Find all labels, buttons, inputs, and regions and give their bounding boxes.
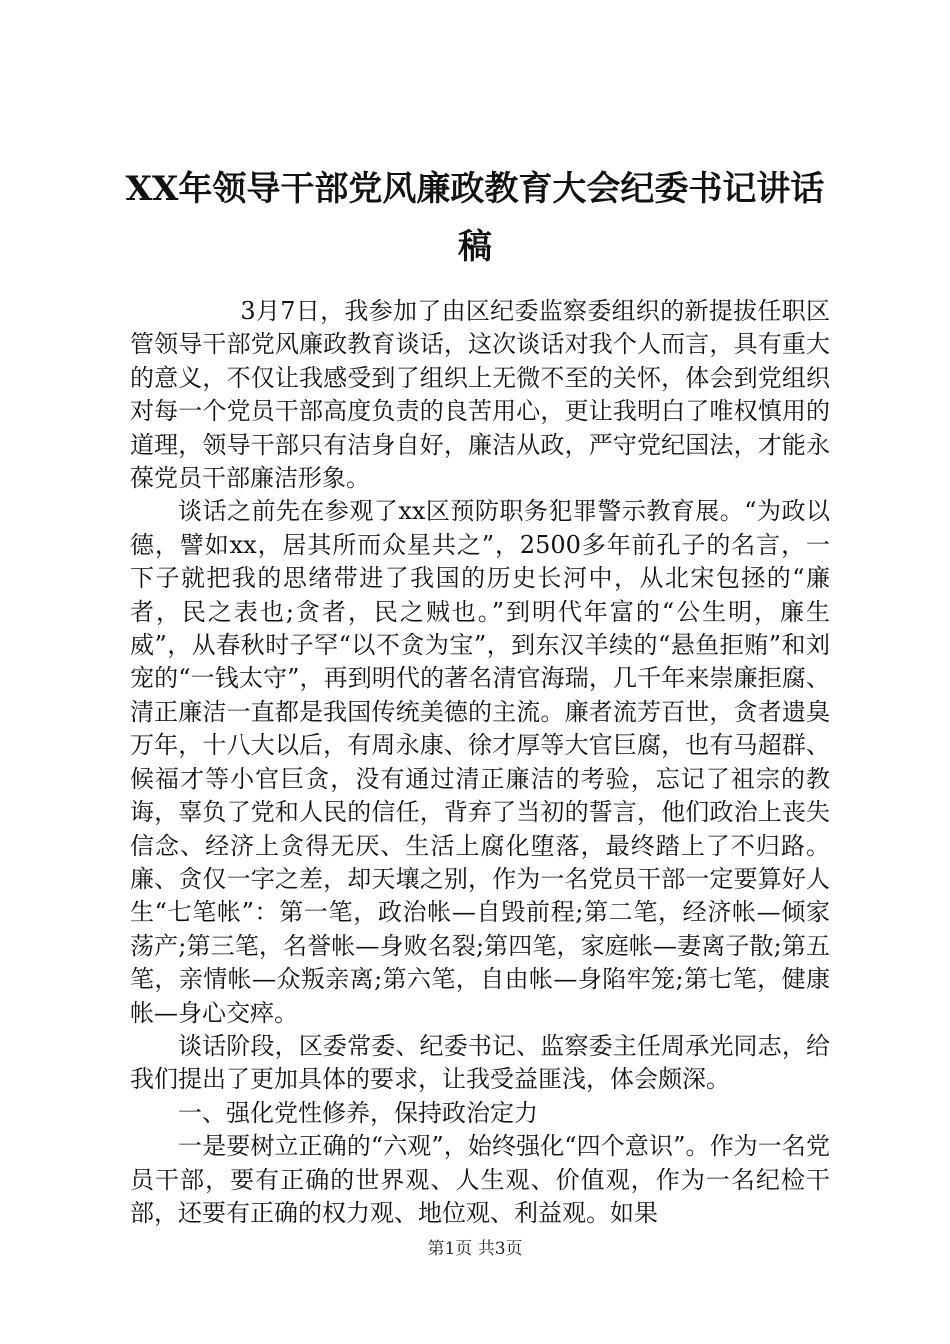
paragraph-4: 一是要树立正确的“六观”，始终强化“四个意识”。作为一名党员干部，要有正确的世界观、人生观、价值观，作为一名纪检干部，还要有正确的权力观、地位观、利益观。如果 bbox=[130, 1132, 830, 1227]
paragraph-1: 3月7日，我参加了由区纪委监察委组织的新提拔任职区管领导干部党风廉政教育谈话，这次谈话对我个人而言，具有重大的意义，不仅让我感受到了组织上无微不至的关怀，体会到党组织对每一个党员干部高度负责的良苦用心，更让我明白了唯权慎用的道理，领导干部只有洁身自好，廉洁从政，严守党纪国法，才能永葆党员干部廉洁形象。 bbox=[130, 297, 830, 493]
section-heading: 一、强化党性修养，保持政治定力 bbox=[178, 1098, 538, 1127]
document-title: XX年领导干部党风廉政教育大会纪委书记讲话稿 bbox=[125, 169, 825, 267]
page-footer: 第1页 共3页 bbox=[427, 1239, 523, 1259]
paragraph-2: 谈话之前先在参观了xx区预防职务犯罪警示教育展。“为政以德，譬如xx，居其所而众星共之”，2500多年前孔子的名言，一下子就把我的思绪带进了我国的历史长河中，从北宋包拯的“廉者，民之表也;贪者，民之贼也。”到明代年富的“公生明，廉生威”，从春秋时子罕“以不贪为宝”，到东汉羊续的“悬鱼拒贿”和刘宠的“一钱太守”，再到明代的著名清官海瑞，几千年来崇廉拒腐、清正廉洁一直都是我国传统美德的主流。廉者流芳百世，贪者遗臭万年，十八大以后，有周永康、徐才厚等大官巨腐，也有马超群、候福才等小官巨贪，没有通过清正廉洁的考验，忘记了祖宗的教诲，辜负了党和人民的信任，背弃了当初的誓言，他们政治上丧失信念、经济上贪得无厌、生活上腐化堕落，最终踏上了不归路。廉、贪仅一字之差，却天壤之别，作为一名党员干部一定要算好人生“七笔帐”：第一笔，政治帐—自毁前程;第二笔，经济帐—倾家荡产;第三笔，名誉帐—身败名裂;第四笔，家庭帐—妻离子散;第五笔，亲情帐—众叛亲离;第六笔，自由帐—身陷牢笼;第七笔，健康帐—身心交瘁。 bbox=[130, 497, 830, 1027]
paragraph-3: 谈话阶段，区委常委、纪委书记、监察委主任周承光同志，给我们提出了更加具体的要求，让我受益匪浅，体会颇深。 bbox=[130, 1031, 830, 1094]
document-body bbox=[130, 295, 830, 1230]
